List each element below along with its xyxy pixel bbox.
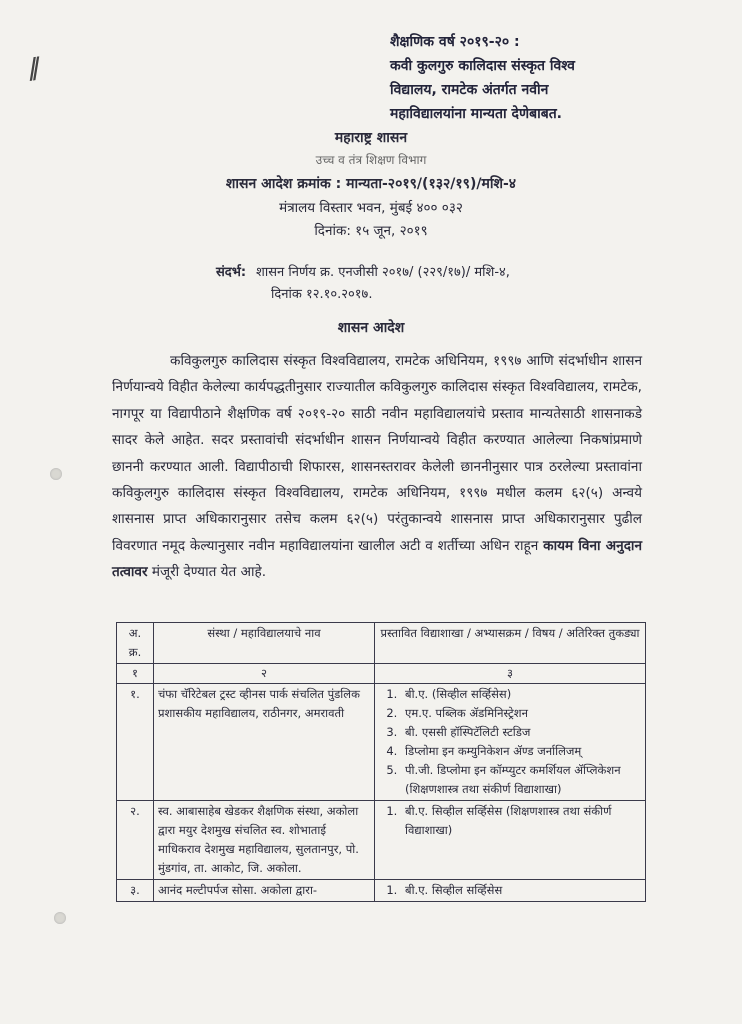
course-item: 2. एम.ए. पब्लिक ॲडमिनिस्ट्रेशन (401, 704, 641, 723)
row-serial: १. (117, 684, 154, 801)
table-row (117, 684, 646, 801)
course-list (379, 802, 641, 840)
office-address: मंत्रालय विस्तार भवन, मुंबई ४०० ०३२ (279, 200, 463, 216)
table-header-row (117, 623, 646, 664)
column-number: ३ (375, 664, 646, 684)
column-number: १ (117, 664, 154, 684)
department-name: उच्च व तंत्र शिक्षण विभाग (315, 153, 427, 167)
course-item: 1. बी.ए. सिव्हील सर्व्हिसेस (शिक्षणशास्त्र तथा संकीर्ण विद्याशाखा) (401, 802, 641, 840)
column-number: २ (154, 664, 375, 684)
course-item: 4. डिप्लोमा इन कम्युनिकेशन ॲण्ड जर्नालिजम् (401, 742, 641, 761)
subject-line-4: महाविद्यालयांना मान्यता देणेबाबत. (390, 106, 562, 122)
row-courses (375, 684, 646, 801)
row-courses (375, 801, 646, 880)
row-institution: स्व. आबासाहेब खेडकर शैक्षणिक संस्था, अकोला द्वारा मयुर देशमुख संचलित स्व. शोभाताई माधिकराव देशमुख महाविद्यालय, सुलतानपुर, पो. मुंडगांव, ता. आकोट, जि. अकोला. (154, 801, 375, 880)
course-item: 3. बी. एससी हॉस्पिटॅलिटी स्टडिज (401, 723, 641, 742)
reference-line-2: दिनांक १२.१०.२०१७. (271, 287, 373, 302)
header-serial: अ. क्र. (117, 623, 154, 664)
subject-block (390, 30, 720, 126)
course-item: 1. बी.ए. (सिव्हील सर्व्हिसेस) (401, 685, 641, 704)
subject-line-3: विद्यालय, रामटेक अंतर्गत नवीन (390, 82, 549, 98)
header-institution: संस्था / महाविद्यालयाचे नाव (154, 623, 375, 664)
table-row (117, 880, 646, 902)
row-institution: चंफा चॅरिटेबल ट्रस्ट व्हीनस पार्क संचलित पुंडलिक प्रशासकीय महाविद्यालय, राठीनगर, अमरावती (154, 684, 375, 801)
course-list (379, 685, 641, 799)
order-body-ending: मंजूरी देण्यात येत आहे. (151, 564, 267, 581)
government-name: महाराष्ट्र शासन (334, 130, 408, 146)
subject-line-2: कवी कुलगुरु कालिदास संस्कृत विश्व (390, 58, 575, 74)
margin-mark: // (25, 51, 38, 86)
course-list (379, 881, 641, 900)
order-body-text: कविकुलगुरु कालिदास संस्कृत विश्वविद्यालय, रामटेक अधिनियम, १९९७ आणि संदर्भाधीन शासन निर्णयान्वये विहीत केलेल्या कार्यपद्धतीनुसार राज्यातील कविकुलगुरु कालिदास संस्कृत विश्वविद्यालय, रामटेक, नागपूर या विद्यापीठाने शैक्षणिक वर्ष २०१९-२० साठी नवीन महाविद्यालयांचे प्रस्ताव मान्यतेसाठी शासनाकडे सादर केले आहेत. सदर प्रस्तावांची संदर्भाधीन शासन निर्णयान्वये विहीत करण्यात आलेल्या निकषांप्रमाणे छाननी करण्यात आली. विद्यापीठाची शिफारस, शासनस्तरावर केलेली छाननीनुसार पात्र ठरलेल्या प्रस्तावांना कविकुलगुरु कालिदास संस्कृत विश्वविद्यालय, रामटेक अधिनियम, १९९७ मधील कलम ६२(५) अन्वये शासनास प्राप्त अधिकारानुसार तसेच कलम ६२(५) परंतुकान्वये शासनास प्राप्त अधिकारानुसार पुढील विवरणात नमूद केल्यानुसार नवीन महाविद्यालयांना खालील अटी व शर्तीच्या अधिन राहून (112, 353, 642, 554)
subject-line-1: शैक्षणिक वर्ष २०१९-२० : (390, 34, 520, 50)
table-row (117, 801, 646, 880)
order-number: शासन आदेश क्रमांक : मान्यता-२०१९/(१३२/१९)/मशि-४ (225, 176, 517, 192)
reference-block (216, 262, 636, 306)
course-item: 5. पी.जी. डिप्लोमा इन कॉम्प्युटर कमर्शियल ॲप्लिकेशन (शिक्षणशास्त्र तथा संकीर्ण विद्याशाखा) (401, 761, 641, 799)
header-proposed: प्रस्तावित विद्याशाखा / अभ्यासक्रम / विषय / अतिरिक्त तुकड्या (375, 623, 646, 664)
colleges-table (116, 622, 646, 902)
order-body (112, 348, 642, 586)
reference-line-1: शासन निर्णय क्र. एनजीसी २०१७/ (२२९/१७)/ मशि-४, (256, 265, 510, 280)
punch-hole-top (50, 468, 62, 480)
punch-hole-bottom (54, 912, 66, 924)
row-institution: आनंद मल्टीपर्पज सोसा. अकोला द्वारा- (154, 880, 375, 902)
row-courses (375, 880, 646, 902)
order-body-emphasis: कायम विना अनुदान तत्वावर (112, 537, 642, 581)
column-number-row (117, 664, 646, 684)
reference-label: संदर्भ: (216, 265, 247, 280)
row-serial: २. (117, 801, 154, 880)
course-item: 1. बी.ए. सिव्हील सर्व्हिसेस (401, 881, 641, 900)
order-date: दिनांक: १५ जून, २०१९ (314, 223, 428, 239)
row-serial: ३. (117, 880, 154, 902)
order-heading: शासन आदेश (337, 320, 405, 336)
